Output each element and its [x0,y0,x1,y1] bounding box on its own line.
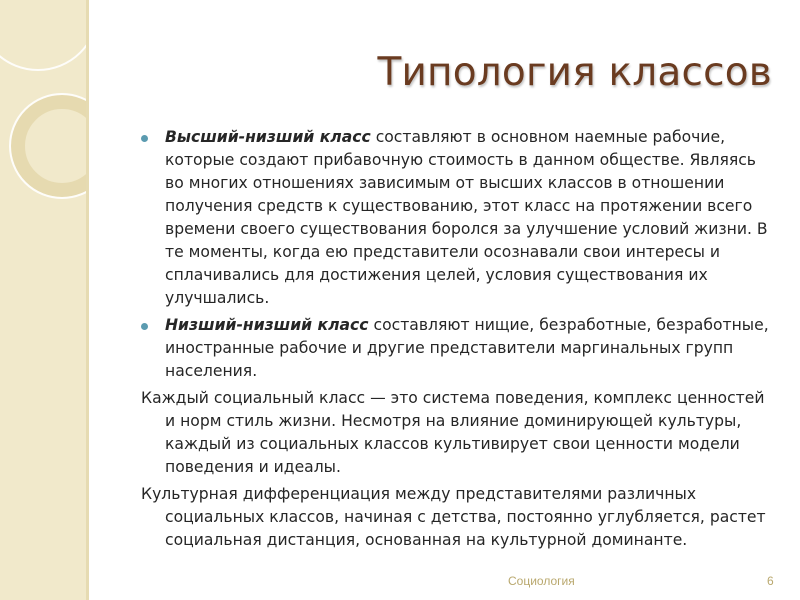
side-decoration-panel [0,0,86,600]
slide-title: Типология классов [377,50,772,95]
bullet-item [141,314,771,383]
bullet-item [141,126,771,310]
bullet-dot-icon [141,135,148,142]
bullet-term: Низший-низший класс [165,316,369,334]
bullet-description: составляют нищие, безработные, безработные, иностранные рабочие и другие представители маргинальных групп населения. [165,316,769,380]
bullet-description: составляют в основном наемные рабочие, которые создают прибавочную стоимость в данном обществе. Являясь во многих отношениях зависимым от высших классов в отношении получения средств к существованию, этот класс на протяжении всего времени своего существования боролся за улучшение условий жизни. В те моменты, когда ею представители осознавали свои интересы и сплачивались для достижения целей, условия существования их улучшались. [165,128,768,307]
bullet-dot-icon [141,323,148,330]
decorative-circles-icon [0,0,86,600]
body-paragraph: Культурная дифференциация между представителями различных социальных классов, начиная с детства, постоянно углубляется, растет социальная дистанция, основанная на культурной доминанте. [141,485,766,549]
slide-content [141,126,771,556]
page-number: 6 [767,574,774,588]
footer-label: Социология [508,574,575,588]
side-divider-line [86,0,89,600]
bullet-term: Высший-низший класс [165,128,371,146]
body-paragraph: Каждый социальный класс — это система поведения, комплекс ценностей и норм стиль жизни. Несмотря на влияние доминирующей культуры, каждый из социальных классов культивирует свои ценности модели поведения и идеалы. [141,389,765,476]
bullet-text [165,314,771,383]
bullet-text [165,126,771,310]
